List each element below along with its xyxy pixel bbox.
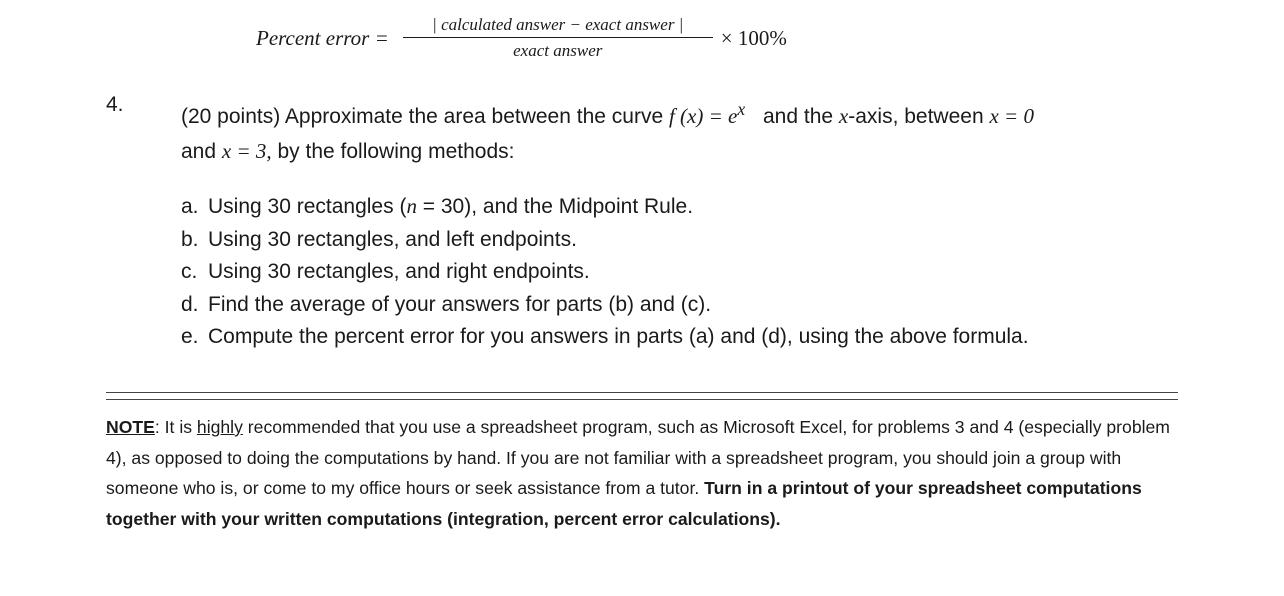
part-letter: b. — [181, 227, 199, 251]
problem-number: 4. — [106, 93, 124, 116]
part-letter: c. — [181, 260, 198, 283]
emphasis-highly: highly — [196, 417, 243, 437]
and-text: and — [181, 140, 217, 163]
note-bold-instruction: Turn in a printout of your spreadsheet computations together with your written computations (integration, percent error calculations). — [106, 478, 1142, 529]
problem-points-text: (20 points) Approximate the area between the curve — [181, 105, 664, 128]
list-item: d. Find the average of your answers for parts (b) and (c). — [181, 289, 1029, 322]
separator-line — [106, 392, 1178, 400]
function-expression: f $(x) = e^x$ — [668, 99, 746, 128]
x-axis-variable: x — [838, 104, 849, 128]
upper-bound: x = 3, — [221, 139, 272, 163]
list-item: c. Using 30 rectangles, and right endpoints. — [181, 256, 1029, 289]
formula-denominator: exact answer — [513, 41, 603, 60]
list-item: b. Using 30 rectangles, and left endpoints. — [181, 224, 1029, 257]
part-letter: a. — [181, 195, 199, 218]
method-text: by the following methods: — [277, 140, 515, 163]
part-letter: d. — [181, 292, 199, 316]
part-letter: e. — [181, 325, 199, 348]
axis-text: -axis, between — [848, 105, 984, 128]
percent-error-formula — [256, 10, 787, 66]
note-text: recommended that you use a spreadsheet program, such as Microsoft Excel, for problems 3 and 4 (especially problem 4), as opposed to doing the computations by hand. If you are not familiar with a spreadsheet program, you should join a group with someone who is, or come to my office hours or seek assistance from a tutor. — [106, 417, 1170, 498]
list-item: a. Using 30 rectangles (n = 30), and the Midpoint Rule. — [181, 190, 1029, 224]
formula-lhs: Percent error = — [256, 25, 389, 50]
function-exponent: x — [737, 99, 746, 119]
parts-list — [181, 190, 1029, 354]
problem-statement — [181, 92, 1141, 169]
mid-text: and the — [762, 105, 834, 128]
lower-bound: x = 0 — [989, 104, 1034, 128]
formula-rhs: × 100% — [720, 25, 787, 50]
list-item: e. Compute the percent error for you answers in parts (a) and (d), using the above formula. — [181, 321, 1029, 354]
n-variable: n — [406, 194, 417, 218]
formula-numerator: | calculated answer − exact answer | — [432, 15, 684, 34]
note-label: NOTE — [106, 417, 155, 437]
formula-fraction — [403, 15, 713, 61]
note-paragraph: NOTE: It is highly recommended that you use a spreadsheet program, such as Microsoft Excel, for problems 3 and 4 (especially problem 4), as opposed to doing the computations by hand. If you are not familiar with a spreadsheet program, you should join a group with someone who is, or come to my office hours or seek assistance from a tutor. Turn in a printout of your spreadsheet computations together with your written computations (integration, percent error calculations). — [106, 417, 1170, 529]
